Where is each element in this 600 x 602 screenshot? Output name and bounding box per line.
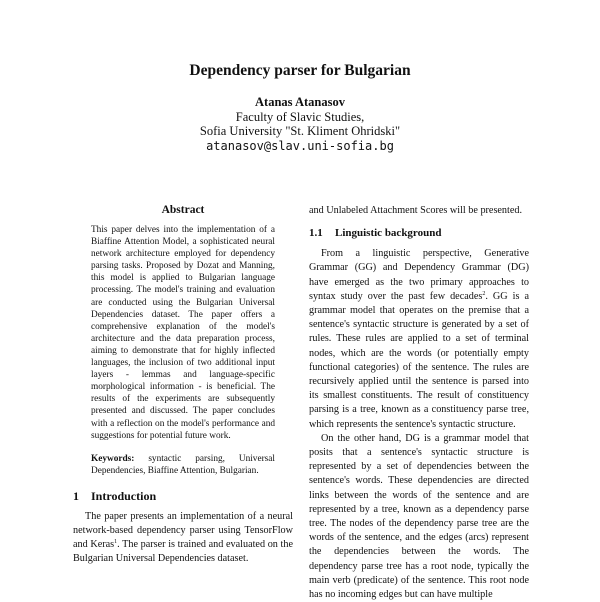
keywords — [91, 453, 275, 477]
keywords-label: Keywords: — [91, 453, 135, 464]
background-text-part-2: . GG is a grammar model that operates on the premise that a sentence's syntactic structure is generated by a set of rules. These rules are applied to a set of terminal nodes, which are the words (or potentially empty functional categories) of the sentence. The rules are recursively applied until the sentence is parsed into its smallest constituents. The result of constituency parsing is a tree, known as a constituency parse tree, which represents the sentence's syntactic structure. — [309, 290, 529, 430]
affiliation-line-1: Faculty of Slavic Studies, — [235, 110, 365, 124]
subsection-number: 1.1 — [309, 227, 323, 240]
keywords-text: syntactic parsing, Universal Dependencies, Biaffine Attention, Bulgarian. — [91, 453, 276, 476]
subsection-title: Linguistic background — [335, 227, 442, 240]
affiliation-line-2: Sofia University "St. Kliment Ohridski" — [199, 124, 401, 138]
section-title: Introduction — [91, 488, 157, 503]
abstract-text: This paper delves into the implementation of a Biaffine Attention Model, a sophisticated neural network architecture employed for dependency parsing tasks. Proposed by Dozat and Manning, this model is applied to Bulgarian language processing. The model's training and evaluation are conducted using the Bulgarian Universal Dependencies dataset. The paper offers a comprehensive explanation of the model's architecture and the data preparation process, aiming to demonstrate that for highly inflected languages, the inclusion of two additional input layers - lemmas and language-specific morphological information - is beneficial. The results of the experiments are subsequently presented and discussed. The paper concludes with a reflection on the model's performance and suggestions for potential future work. — [91, 225, 275, 441]
section-number: 1 — [73, 488, 79, 503]
left-column — [73, 204, 293, 567]
background-paragraph-1 — [309, 247, 529, 432]
author-name: Atanas Atanasov — [255, 95, 345, 109]
background-text-part-1: From a linguistic perspective, Generative Grammar (GG) and Dependency Grammar (DG) have emerged as the two primary approaches to syntax study over the past few decades — [309, 248, 529, 302]
author-email: atanasov@slav.uni-sofia.bg — [206, 139, 394, 153]
background-paragraph-2: On the other hand, DG is a grammar model that posits that a sentence's syntactic structure is represented by a set of dependencies between the sentence's words. These dependencies are directed links between the words of the sentence and are represented by a tree, known as a dependency parse tree. The nodes of the dependency parse tree are the words of the sentence, and the edges (arcs) represent the dependencies between the words. The dependency parse tree has a root node, typically the main verb (predicate) of the sentence. This root node has no incoming edges but can have multiple — [309, 432, 529, 601]
intro-paragraph — [73, 510, 293, 567]
right-column — [309, 204, 529, 602]
section-heading-introduction — [73, 489, 293, 504]
intro-text-part-2: . The parser is trained and evaluated on the Bulgarian Universal Dependencies dataset. — [73, 539, 293, 565]
footnote-marker-1: 1 — [114, 539, 118, 546]
continued-paragraph: and Unlabeled Attachment Scores will be presented. — [309, 205, 523, 216]
abstract-heading: Abstract — [161, 204, 205, 216]
intro-text-part-1: The paper presents an implementation of a neural network-based dependency parser using TensorFlow and Keras — [73, 510, 293, 551]
paper-title: Dependency parser for Bulgarian — [189, 62, 411, 79]
subsection-heading-linguistic-background — [309, 227, 529, 239]
footnote-marker-2: 2 — [482, 290, 486, 297]
